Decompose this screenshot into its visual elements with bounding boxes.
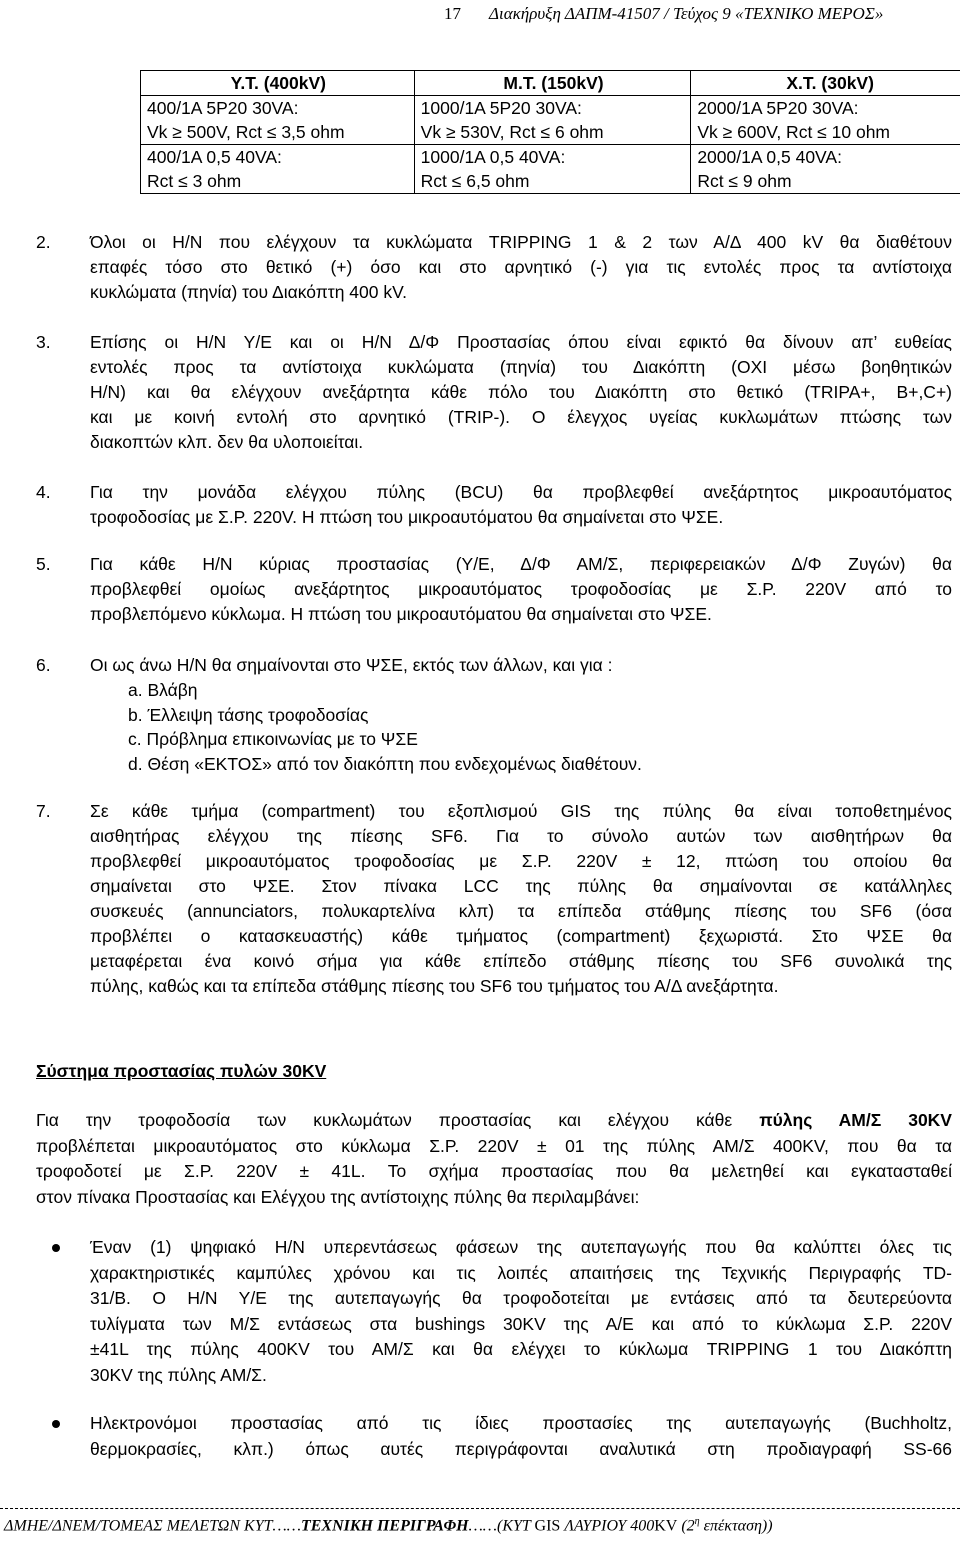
text-line: 31/B. Ο Η/Ν Υ/Ε της αυτεπαγωγής θα τροφοδοτείται με εντάσεις από τα δευτερεύοντα xyxy=(90,1288,952,1308)
text-line: επαφές τόσο στο θετικό (+) όσο και στο αρνητικό (-) για τις εντολές προς τα αντίστοιχα xyxy=(90,257,952,277)
footer-dots: …… xyxy=(468,1517,498,1535)
cell-line: Rct ≤ 3 ohm xyxy=(147,171,242,191)
footer-org: ΔΜΗΕ/ΔΝΕΜ/ΤΟΜΕΑΣ ΜΕΛΕΤΩΝ ΚΥΤ…… xyxy=(4,1517,301,1535)
text-line: ±41L της πύλης 400KV του ΑΜ/Σ και θα ελέγχει το κύκλωμα TRIPPING 1 του Διακόπτη xyxy=(90,1339,952,1359)
text-line: Για την μονάδα ελέγχου πύλης (BCU) θα προβλεφθεί ανεξάρτητος μικροαυτόματος xyxy=(90,482,952,502)
document-reference: Διακήρυξη ΔΑΠΜ-41507 / Τεύχος 9 «ΤΕΧΝΙΚΟ ΜΕΡΟΣ» xyxy=(489,4,884,23)
text-line: προβλεφθεί ομοίως ανεξάρτητος μικροαυτόματος τροφοδοσίας με Σ.Ρ. 220V από το xyxy=(90,579,952,599)
page-header xyxy=(440,4,960,28)
table-cell xyxy=(691,96,960,145)
cell-line: 400/1Α 5Ρ20 30VA: xyxy=(147,98,299,118)
item-text xyxy=(90,230,952,305)
footer-edition-post: επέκταση)) xyxy=(699,1517,773,1535)
table-header-cell: Χ.Τ. (30kV) xyxy=(691,71,960,96)
bullet-icon xyxy=(52,1244,60,1252)
text-line: Επίσης οι Η/Ν Υ/Ε και οι Η/Ν Δ/Φ Προστασίας όπου είναι εφικτό θα δίνουν απ’ ευθείας xyxy=(90,332,952,352)
text-line: Η/Ν) και θα ελέγχουν ανεξάρτητα κάθε πόλο του Διακόπτη στο θετικό (TRIPA+, B+,C+) xyxy=(90,382,952,402)
table-header-row xyxy=(141,71,960,96)
cell-line: 400/1Α 0,5 40VA: xyxy=(147,147,282,167)
page-number: 17 xyxy=(444,4,461,23)
text-line: χαρακτηριστικές καμπύλες χρόνου και τις λοιπές απαιτήσεις της Τεχνικής Περιγραφής TD- xyxy=(90,1262,952,1283)
text-line: διακοπτών κλπ. δεν θα υλοποιείται. xyxy=(90,432,364,452)
text-line: Για κάθε Η/Ν κύριας προστασίας (Υ/Ε, Δ/Φ ΑΜ/Σ, περιφερειακών Δ/Φ Ζυγών) θα xyxy=(90,554,952,574)
table-cell xyxy=(414,96,691,145)
text-line: τροφοδοσίας με Σ.Ρ. 220V. Η πτώση του μικροαυτόματου θα σημαίνεται στο ΨΣΕ. xyxy=(90,507,724,527)
intro-paragraph xyxy=(36,1108,952,1210)
item-text xyxy=(90,653,952,678)
text-line: προβλέπει ο κατασκευαστής) κάθε τμήματος (compartment) ξεχωριστά. Στο ΨΣΕ θα xyxy=(90,926,952,946)
text-line: θερμοκρασίες, κλπ.) όπως αυτές περιγράφονται αναλυτικά στη προδιαγραφή SS-66 xyxy=(90,1438,952,1459)
intro-text: Για την τροφοδοσία των κυκλωμάτων προστασίας και ελέγχου κάθε xyxy=(36,1110,760,1130)
footer-gis: GIS xyxy=(534,1517,561,1535)
table-row xyxy=(141,96,960,145)
text-line: προβλεφθεί μικροαυτόματος τροφοδοσίας με Σ.Ρ. 220V ± 12, πτώση του οποίου θα xyxy=(90,851,952,871)
table-header-cell: Μ.Τ. (150kV) xyxy=(414,71,691,96)
footer-project: (ΚΥΤ xyxy=(497,1517,535,1535)
item-number: 6. xyxy=(36,655,51,675)
footer-project-mid: ΛΑΥΡΙΟΥ 400 xyxy=(560,1517,655,1535)
cell-line: Vk ≥ 600V, Rct ≤ 10 ohm xyxy=(697,122,891,142)
bullet-item xyxy=(90,1235,952,1388)
section-title: Σύστημα προστασίας πυλών 30KV xyxy=(36,1061,327,1081)
text-line: Σε κάθε τμήμα (compartment) του εξοπλισμού GIS της πύλης θα είναι τοποθετημένος xyxy=(90,801,952,821)
item-number: 3. xyxy=(36,332,51,352)
text-line: συσκευές (annunciators, πολυκαρτελίνα κλπ) τα επίπεδα στάθμης πίεσης του SF6 (όσα xyxy=(90,901,952,921)
table-header-cell: Υ.Τ. (400kV) xyxy=(141,71,415,96)
item-number: 2. xyxy=(36,232,51,252)
cell-line: Vk ≥ 500V, Rct ≤ 3,5 ohm xyxy=(147,122,345,142)
ct-spec-table xyxy=(140,70,960,194)
text-line: αισθητήρας ελέγχου της πίεσης SF6. Για το σύνολο αυτών των αισθητήρων θα xyxy=(90,826,952,846)
item-number: 7. xyxy=(36,801,51,821)
cell-line: 2000/1Α 5Ρ20 30VA: xyxy=(697,98,859,118)
text-line: 30KV της πύλης ΑΜ/Σ. xyxy=(90,1364,267,1385)
footer-edition: (2 xyxy=(677,1517,695,1535)
text-line: εντολές προς τα αντίστοιχα κυκλώματα (πηνία) του Διακόπτη (ΟΧΙ μέσω βοηθητικών xyxy=(90,357,952,377)
sub-list-item: b. Έλλειψη τάσης τροφοδοσίας xyxy=(128,704,369,725)
cell-line: 2000/1Α 0,5 40VA: xyxy=(697,147,842,167)
table-cell xyxy=(691,145,960,194)
text-line: προβλεπόμενο κύκλωμα. Η πτώση του μικροαυτόματου θα σημαίνεται στο ΨΣΕ. xyxy=(90,604,712,624)
text-line: στον πίνακα Προστασίας και Ελέγχου της αντίστοιχης πύλης θα περιλαμβάνει: xyxy=(36,1186,640,1207)
footer-edition-sup: η xyxy=(694,1516,700,1527)
item-text xyxy=(90,480,952,530)
text-line: Όλοι οι Η/Ν που ελέγχουν τα κυκλώματα TRIPPING 1 & 2 των Α/Δ 400 kV θα διαθέτουν xyxy=(90,232,952,252)
text-line: τυλίγματα των Μ/Σ εντάσεως στα bushings 30KV της Α/Ε και από το κύκλωμα Σ.Ρ. 220V xyxy=(90,1313,952,1334)
intro-bold-text: πύλης ΑΜ/Σ 30KV xyxy=(759,1110,952,1130)
text-line: και με κοινή εντολή στο αρνητικό (TRIP-). Ο έλεγχος υγείας κυκλωμάτων πτώσης των xyxy=(90,407,952,427)
table-cell xyxy=(141,96,415,145)
cell-line: 1000/1Α 0,5 40VA: xyxy=(420,147,566,167)
text-line: Έναν (1) ψηφιακό Η/Ν υπερεντάσεως φάσεων της αυτεπαγωγής που θα καλύπτει όλες τις xyxy=(90,1237,952,1257)
table-row xyxy=(141,145,960,194)
item-text xyxy=(90,330,952,455)
text-line: τροφοδοτεί με Σ.Ρ. 220V ± 41L. Το σχήμα προστασίας που θα μελετηθεί και εγκατασταθεί xyxy=(36,1161,952,1181)
cell-line: 1000/1Α 5Ρ20 30VA: xyxy=(420,98,582,118)
item-text xyxy=(90,799,952,999)
item-text xyxy=(90,552,952,627)
footer-divider xyxy=(0,1508,960,1509)
text-line xyxy=(36,1108,952,1134)
text-line: Ηλεκτρονόμοι προστασίας από τις ίδιες προστασίες της αυτεπαγωγής (Buchholtz, xyxy=(90,1413,952,1433)
text-line: προβλέπεται μικροαυτόματος στο κύκλωμα Σ.Ρ. 220V ± 01 της πύλης ΑΜ/Σ 400KV, που θα τα xyxy=(36,1135,952,1156)
sub-list-item: a. Βλάβη xyxy=(128,680,198,700)
sub-list xyxy=(128,678,642,777)
sub-list-item: d. Θέση «ΕΚΤΟΣ» από τον διακόπτη που ενδεχομένως διαθέτουν. xyxy=(128,754,642,775)
table-cell xyxy=(141,145,415,194)
text-line: μεταφέρεται ένα κοινό σήμα για κάθε επίπεδο στάθμης πίεσης του SF6 συνολικά της xyxy=(90,951,952,971)
item-number: 4. xyxy=(36,482,51,502)
table-cell xyxy=(414,145,691,194)
cell-line: Rct ≤ 9 ohm xyxy=(697,171,792,191)
text-line: Οι ως άνω Η/Ν θα σημαίνονται στο ΨΣΕ, εκτός των άλλων, και για : xyxy=(90,655,613,675)
bullet-item xyxy=(90,1411,952,1462)
cell-line: Vk ≥ 530V, Rct ≤ 6 ohm xyxy=(420,122,604,142)
footer-title: ΤΕΧΝΙΚΗ ΠΕΡΙΓΡΑΦΗ xyxy=(300,1517,469,1535)
text-line: πύλης, καθώς και τα επίπεδα στάθμης πίεσης του SF6 του τμήματος του Α/Δ ανεξάρτητα. xyxy=(90,976,779,996)
page-footer xyxy=(4,1516,960,1535)
footer-kv: KV xyxy=(654,1517,678,1535)
bullet-icon xyxy=(52,1420,60,1428)
cell-line: Rct ≤ 6,5 ohm xyxy=(420,171,530,191)
sub-list-item: c. Πρόβλημα επικοινωνίας με το ΨΣΕ xyxy=(128,729,418,750)
text-line: σημαίνεται στο ΨΣΕ. Στον πίνακα LCC της πύλης θα σημαίνονται σε κατάλληλες xyxy=(90,876,952,896)
item-number: 5. xyxy=(36,554,51,574)
text-line: κυκλώματα (πηνία) του Διακόπτη 400 kV. xyxy=(90,282,408,302)
